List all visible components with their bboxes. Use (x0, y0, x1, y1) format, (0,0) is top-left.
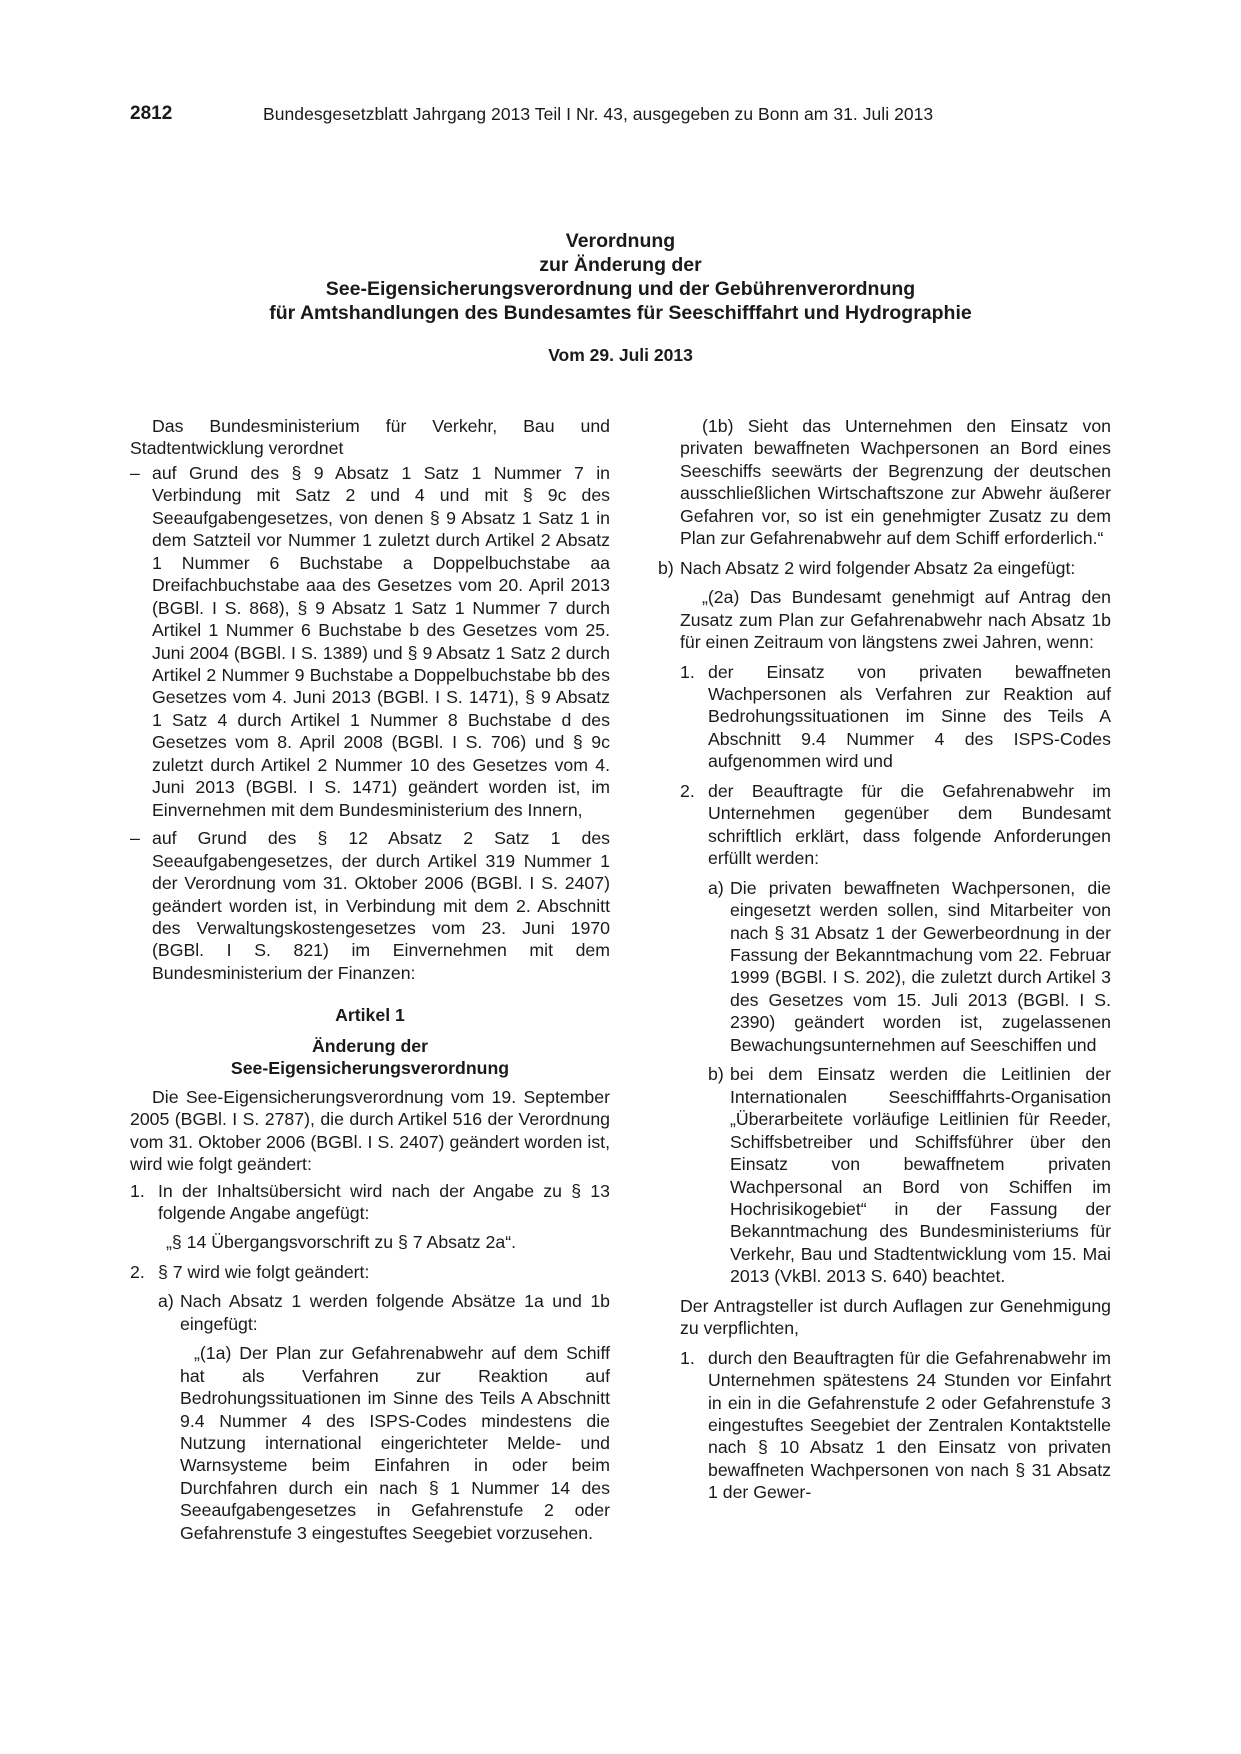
legal-basis-text-2: auf Grund des § 12 Absatz 2 Satz 1 des Seeaufgabengesetzes, der durch Artikel 319 Nummer 1 der Verordnung vom 31. Oktober 2006 (BGBl. I S. 2407) geändert worden ist, in Verbindung mit dem 2. Abschnitt des Verwaltungskostengesetzes vom 23. Juni 1970 (BGBl. I S. 821) im Einvernehmen mit dem Bundesministerium der Finanzen: (152, 828, 610, 983)
obligation-text-1: durch den Beauftragten für die Gefahrenabwehr im Unternehmen spätestens 24 Stunden vor Einfahrt in ein in die Gefahrenstufe 2 oder Gefahrenstufe 3 eingestuftes Seegebiet der Zentralen Kontaktstelle nach § 10 Absatz 1 den Einsatz von privaten bewaffneten Wachpersonen von nach § 31 Absatz 1 der Gewer- (708, 1347, 1111, 1503)
document-title (0, 229, 1241, 325)
left-column (130, 415, 610, 1544)
amendment-text-2b: Nach Absatz 2 wird folgender Absatz 2a eingefügt: (680, 557, 1076, 578)
condition-item-1 (658, 661, 1111, 773)
item-letter: a) (708, 877, 724, 898)
amendment-text-2a: Nach Absatz 1 werden folgende Absätze 1a und 1b eingefügt: (180, 1291, 610, 1334)
condition-text-2: der Beauftragte für die Gefahrenabwehr im Unternehmen gegenüber dem Bundesamt schriftlich erklärt, dass folgende Anforderungen erfüllt werden: (708, 780, 1111, 869)
article-intro: Die See-Eigensicherungsverordnung vom 19. September 2005 (BGBl. I S. 2787), die durch Artikel 516 der Verordnung vom 31. Oktober 2006 (BGBl. I S. 2407) geändert worden ist, wird wie folgt geändert: (130, 1086, 610, 1175)
quote-paragraph-2a: „(2a) Das Bundesamt genehmigt auf Antrag den Zusatz zum Plan zur Gefahrenabwehr nach Absatz 1b für einen Zeitraum von längstens zwei Jahren, wenn: (680, 587, 1111, 653)
item-number: 2. (130, 1261, 145, 1282)
intro-paragraph: Das Bundesministerium für Verkehr, Bau und Stadtentwicklung verordnet (130, 416, 610, 459)
running-head: Bundesgesetzblatt Jahrgang 2013 Teil I Nr. 43, ausgegeben zu Bonn am 31. Juli 2013 (263, 104, 934, 124)
document-date: Vom 29. Juli 2013 (548, 345, 693, 365)
legal-basis-item-2 (130, 827, 610, 984)
condition-text-1: der Einsatz von privaten bewaffneten Wachpersonen als Verfahren zur Reaktion auf Bedrohungssituationen im Sinne des Teils A Abschnitt 9.4 Nummer 4 des ISPS-Codes aufgenommen wird und (708, 661, 1111, 772)
article-title-line-1: Änderung der (312, 1035, 428, 1056)
condition-text-2b: bei dem Einsatz werden die Leitlinien der Internationalen Seeschifffahrts-Organisation „Überarbeitete vorläufige Leitlinien für Reeder, Schiffsbetreiber und Schiffsführer über den Einsatz von bewaffnetem privaten Wachpersonal an Bord von Schiffen im Hochrisikogebiet“ in der Fassung der Bekanntmachung des Bundesministeriums für Verkehr, Bau und Stadtentwicklung vom 15. Mai 2013 (VkBl. 2013 S. 640) beachtet. (730, 1064, 1111, 1287)
amendment-item-2a (130, 1290, 610, 1335)
title-line-4: für Amtshandlungen des Bundesamtes für Seeschifffahrt und Hydrographie (269, 302, 972, 324)
title-line-2: zur Änderung der (539, 254, 702, 276)
amendment-item-1 (130, 1180, 610, 1225)
item-number: 1. (680, 1347, 695, 1368)
condition-item-2 (658, 780, 1111, 870)
right-column (658, 415, 1111, 1504)
article-label: Artikel 1 (335, 1005, 405, 1026)
amendment-text-1: In der Inhaltsübersicht wird nach der Angabe zu § 13 folgende Angabe angefügt: (158, 1180, 610, 1223)
condition-item-2a (658, 877, 1111, 1057)
item-letter: b) (708, 1064, 724, 1085)
amendment-text-2: § 7 wird wie folgt geändert: (158, 1261, 370, 1282)
dash-marker: – (130, 462, 140, 483)
article-title-line-2: See-Eigensicherungsverordnung (230, 1058, 510, 1079)
amendment-item-2b (658, 557, 1111, 579)
condition-text-2a: Die privaten bewaffneten Wachpersonen, die eingesetzt werden sollen, sind Mitarbeiter von nach § 31 Absatz 1 der Gewerbeordnung in der Fassung der Bekanntmachung vom 22. Februar 1999 (BGBl. I S. 202), die zuletzt durch Artikel 3 des Gesetzes vom 15. Juli 2013 (BGBl. I S. 2390) geändert worden ist, zugelassenen Bewachungsunternehmen auf Seeschiffen und (730, 877, 1111, 1055)
title-line-3: See-Eigensicherungsverordnung und der Gebührenverordnung (325, 278, 916, 300)
quote-paragraph-1b: (1b) Sieht das Unternehmen den Einsatz von privaten bewaffneten Wachpersonen an Bord eines Seeschiffs seewärts der Begrenzung der deutschen ausschließlichen Wirtschaftszone zur Abwehr äußerer Gefahren vor, so ist ein genehmigter Zusatz zu dem Plan zur Gefahrenabwehr auf dem Schiff erforderlich.“ (680, 416, 1111, 549)
quote-paragraph-1a: „(1a) Der Plan zur Gefahrenabwehr auf dem Schiff hat als Verfahren zur Reaktion auf Bedrohungssituationen im Sinne des Teils A Abschnitt 9.4 Nummer 4 des ISPS-Codes mindestens die Nutzung international eingerichteter Melde- und Warnsysteme beim Einfahren in oder beim Durchfahren durch ein nach § 1 Nummer 14 des Seeaufgabengesetzes in Gefahrenstufe 2 oder Gefahrenstufe 3 eingestuftes Seegebiet vorzusehen. (180, 1343, 610, 1543)
title-line-1: Verordnung (565, 230, 676, 252)
item-letter: a) (158, 1291, 174, 1312)
item-number: 1. (130, 1180, 145, 1201)
item-number: 1. (680, 661, 695, 682)
amendment-item-2 (130, 1261, 610, 1283)
item-number: 2. (680, 780, 695, 801)
item-letter: b) (658, 557, 674, 578)
obligation-item-1 (658, 1347, 1111, 1504)
amendment-quote-1: „§ 14 Übergangsvorschrift zu § 7 Absatz 2a“. (166, 1232, 517, 1253)
condition-item-2b (658, 1063, 1111, 1288)
dash-marker: – (130, 828, 140, 849)
legal-basis-text-1: auf Grund des § 9 Absatz 1 Satz 1 Nummer 7 in Verbindung mit Satz 2 und 4 und mit § 9c des Seeaufgabengesetzes, von denen § 9 Absatz 1 Satz 1 in dem Satzteil vor Nummer 1 zuletzt durch Artikel 2 Absatz 1 Nummer 6 Buchstabe a Doppelbuchstabe aa Dreifachbuchstabe aaa des Gesetzes vom 20. April 2013 (BGBl. I S. 868), § 9 Absatz 1 Satz 1 Nummer 7 durch Artikel 1 Nummer 6 Buchstabe b des Gesetzes vom 25. Juni 2004 (BGBl. I S. 1389) und § 9 Absatz 1 Satz 2 durch Artikel 2 Nummer 9 Buchstabe a Doppelbuchstabe bb des Gesetzes vom 4. Juni 2013 (BGBl. I S. 1471), § 9 Absatz 1 Satz 4 durch Artikel 1 Nummer 8 Buchstabe d des Gesetzes vom 8. April 2008 (BGBl. I S. 706) und § 9c zuletzt durch Artikel 2 Nummer 10 des Gesetzes vom 4. Juni 2013 (BGBl. I S. 1471) geändert worden ist, im Einvernehmen mit dem Bundesministerium des Innern, (152, 462, 610, 820)
obligation-intro: Der Antragsteller ist durch Auflagen zur Genehmigung zu verpflichten, (680, 1295, 1111, 1339)
page-number: 2812 (130, 103, 173, 124)
legal-basis-item-1 (130, 462, 610, 821)
